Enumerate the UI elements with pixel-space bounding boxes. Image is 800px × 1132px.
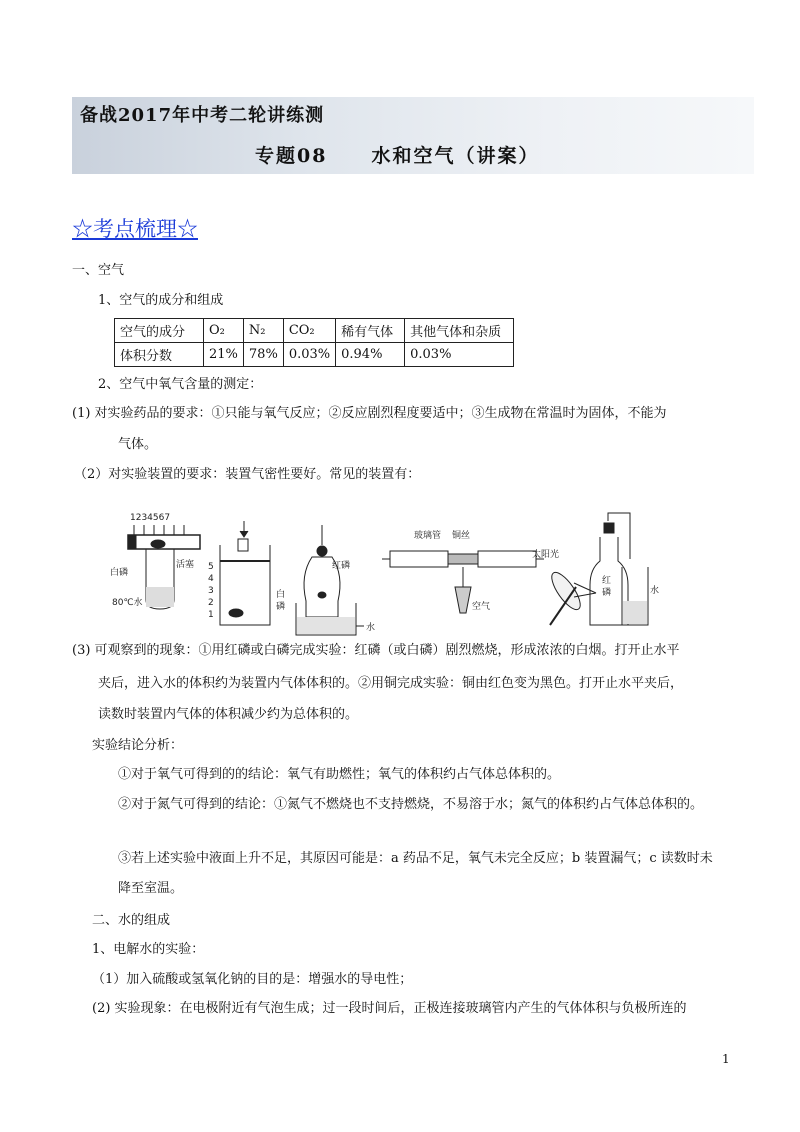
apparatus-figure-4 — [382, 529, 544, 613]
topic-name: 水和空气（讲案） — [371, 145, 540, 167]
water-label-2: 水 — [650, 586, 660, 596]
paragraph: 读数时装置内气体的体积减少约为总体积的。 — [98, 707, 359, 722]
table-cell: O₂ — [204, 319, 244, 343]
hot-water-label: 80℃水 — [112, 598, 143, 608]
table-cell: 其他气体和杂质 — [405, 319, 514, 343]
air-label: 空气 — [472, 602, 491, 612]
paragraph: ①对于氧气可得到的的结论：氧气有助燃性；氧气的体积约占气体总体积的。 — [118, 767, 561, 782]
table-cell: 21% — [204, 343, 244, 367]
paragraph: 夹后，进入水的体积约为装置内气体体积的。②用铜完成实验：铜由红色变为黑色。打开止水平夹后， — [98, 676, 684, 691]
piston-label: 活塞 — [176, 560, 195, 570]
table-cell: 78% — [243, 343, 283, 367]
subsection-oxygen-measure: 2、空气中氧气含量的测定： — [98, 377, 263, 392]
paragraph: ②对于氮气可得到的结论：①氮气不燃烧也不支持燃烧，不易溶于水；氮气的体积约占气体总体积的。 — [118, 797, 704, 812]
table-row — [115, 343, 514, 367]
paragraph: (1) 对实验药品的要求：①只能与氧气反应；②反应剧烈程度要适中；③生成物在常温时为固体，不能为 — [72, 406, 667, 421]
table-cell: 0.03% — [283, 343, 335, 367]
air-composition-table — [114, 318, 514, 367]
white-phosphorus-label: 白磷 — [110, 568, 129, 578]
doc-topic-title — [255, 141, 539, 168]
header-banner — [72, 97, 754, 174]
scale-tick: 5 — [208, 562, 214, 572]
experiment-apparatus-figures — [100, 505, 660, 645]
section-heading-link[interactable]: ☆考点梳理☆ — [72, 217, 198, 241]
apparatus-figure-2 — [208, 521, 285, 625]
paragraph: ③若上述实验中液面上升不足，其原因可能是：a 药品不足，氧气未完全反应；b 装置漏气；c 读数时未 — [118, 851, 713, 866]
white-p-label-2: 磷 — [276, 602, 286, 612]
apparatus-figure-1 — [110, 513, 200, 609]
red-phosphorus-label: 红磷 — [332, 561, 351, 571]
scale-tick: 3 — [208, 586, 214, 596]
table-cell: CO₂ — [283, 319, 335, 343]
page-number: 1 — [722, 1052, 730, 1066]
table-cell: 稀有气体 — [336, 319, 405, 343]
paragraph: （1）加入硫酸或氢氧化钠的目的是：增强水的导电性； — [92, 972, 413, 987]
copper-wire-label: 铜丝 — [452, 531, 471, 541]
table-cell: 0.94% — [336, 343, 405, 367]
table-cell: 空气的成分 — [115, 319, 204, 343]
section-air: 一、空气 — [72, 263, 125, 278]
glass-tube-label: 玻璃管 — [414, 531, 442, 541]
red-p-label-1: 红 — [602, 576, 612, 586]
subsection-electrolysis: 1、电解水的实验： — [92, 942, 205, 957]
topic-number: 专题08 — [255, 145, 328, 167]
table-cell: 0.03% — [405, 343, 514, 367]
scale-tick: 1 — [208, 610, 214, 620]
apparatus-figure-5 — [532, 513, 659, 625]
apparatus-figure-3 — [296, 525, 375, 635]
paragraph: (3) 可观察到的现象：①用红磷或白磷完成实验：红磷（或白磷）剧烈燃烧，形成浓浓的白烟。打开止水平 — [72, 643, 680, 658]
scale-tick: 2 — [208, 598, 214, 608]
white-p-label-1: 白 — [276, 590, 286, 600]
conclusion-heading: 实验结论分析： — [92, 738, 184, 753]
paragraph: 降至室温。 — [118, 881, 184, 896]
scale-tick: 4 — [208, 574, 214, 584]
scale-label: 1234567 — [130, 513, 171, 523]
red-p-label-2: 磷 — [602, 588, 612, 598]
doc-series-title: 备战2017年中考二轮讲练测 — [80, 105, 325, 126]
table-header-row — [115, 319, 514, 343]
section-water: 二、水的组成 — [92, 913, 171, 928]
paragraph: （2）对实验装置的要求：装置气密性要好。常见的装置有： — [74, 467, 421, 482]
paragraph: 气体。 — [118, 437, 158, 452]
subsection-air-composition: 1、空气的成分和组成 — [98, 293, 224, 308]
paragraph: (2) 实验现象：在电极附近有气泡生成；过一段时间后，正极连接玻璃管内产生的气体体积与负极所连的 — [92, 1001, 687, 1016]
table-cell: 体积分数 — [115, 343, 204, 367]
sunlight-label: 太阳光 — [532, 550, 560, 560]
table-cell: N₂ — [243, 319, 283, 343]
water-label: 水 — [366, 623, 376, 633]
